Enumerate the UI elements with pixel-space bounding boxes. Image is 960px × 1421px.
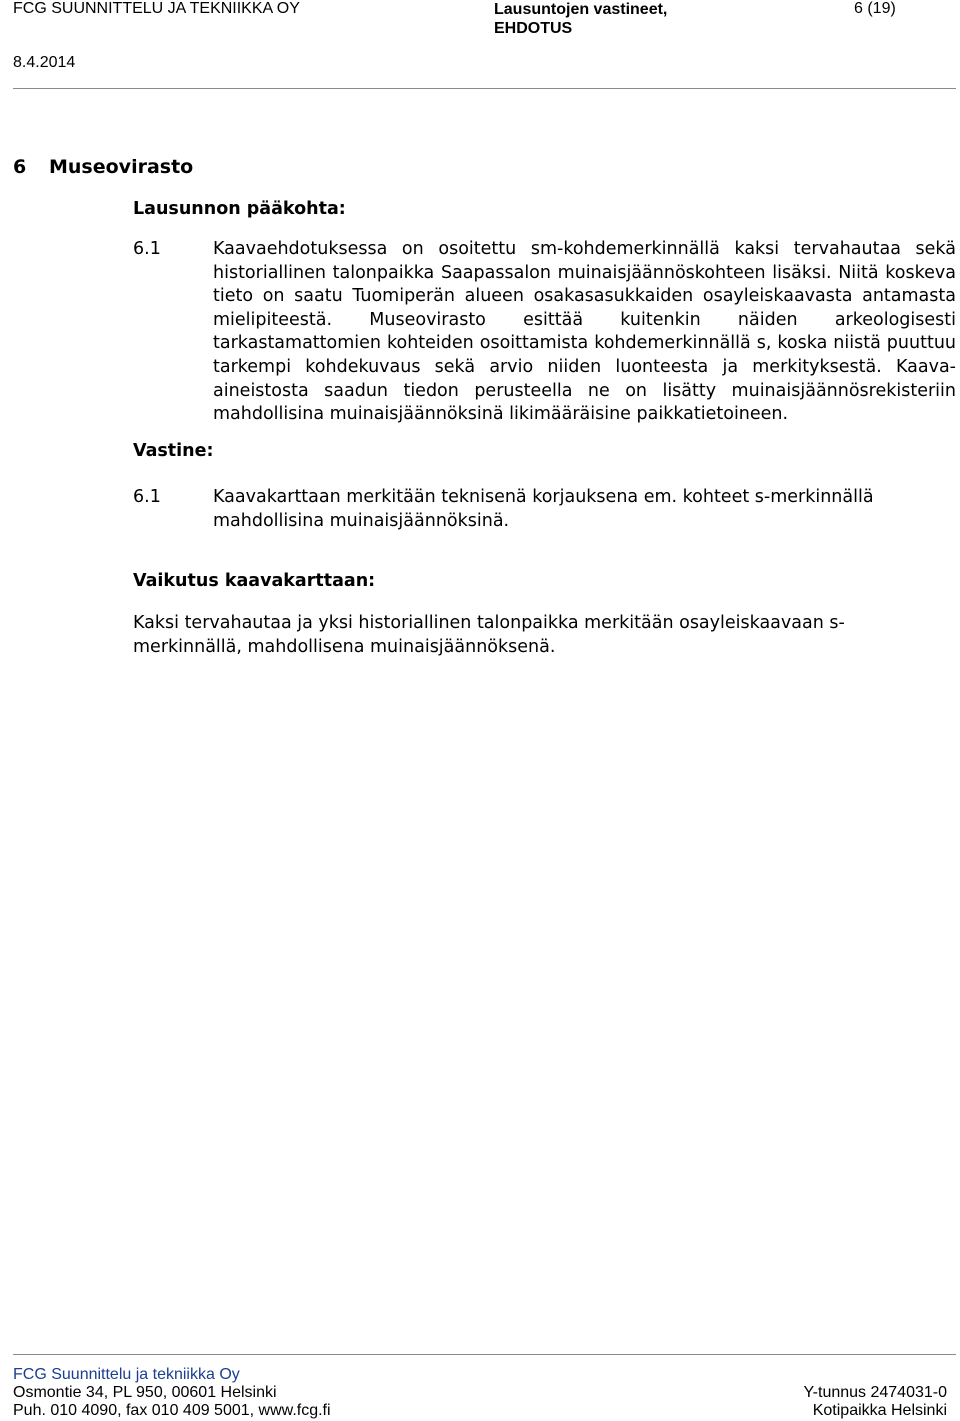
footer-domicile: Kotipaikka Helsinki [812, 1402, 947, 1419]
footer-business-id: Y-tunnus 2474031-0 [803, 1384, 947, 1401]
response-item [133, 486, 956, 533]
statement-item-number: 6.1 [133, 239, 161, 259]
response-label: Vastine: [133, 441, 214, 461]
header-page-number: 6 (19) [854, 0, 896, 17]
statement-item-text: Kaavaehdotuksessa on osoitettu sm-kohdemerkinnällä kaksi tervahautaa sekä historiallinen talonpaikka Saapassalon muinaisjäännöskohteen lisäksi. Niitä koskeva tieto on saatu Tuomiperän alueen osakasasukkaiden osayleiskaavasta antamasta mielipiteestä. Museovirasto esittää kuitenkin näiden arkeologisesti tarkastamattomien kohteiden osoittamista kohdemerkinnällä s, koska niistä puuttuu tarkempi kohdekuvaus sekä arvio niiden luonteesta ja merkityksestä. Kaava-aineistosta saadun tiedon perusteella ne on lisätty muinaisjäännösrekisteriin mahdollisina muinaisjäännöksinä likimääräisine paikkatietoineen. [213, 239, 956, 425]
effect-label: Vaikutus kaavakarttaan: [133, 571, 376, 591]
footer-divider [13, 1354, 956, 1355]
footer-company: FCG Suunnittelu ja tekniikka Oy [13, 1366, 240, 1383]
statement-item [133, 238, 956, 427]
footer-phone: Puh. 010 4090, fax 010 409 5001, www.fcg.fi [13, 1402, 331, 1419]
header-document-title [494, 0, 667, 38]
section-heading [13, 156, 193, 178]
header-title-line2: EHDOTUS [494, 20, 573, 37]
statement-label: Lausunnon pääkohta: [133, 199, 346, 219]
header-date: 8.4.2014 [13, 54, 76, 71]
effect-text: Kaksi tervahautaa ja yksi historiallinen talonpaikka merkitään osayleiskaavaan s-merkinnällä, mahdollisena muinaisjäännöksenä. [133, 613, 845, 657]
response-item-number: 6.1 [133, 487, 161, 507]
response-item-text: Kaavakarttaan merkitään teknisenä korjauksena em. kohteet s-merkinnällä mahdollisina muinaisjäännöksinä. [213, 487, 874, 531]
section-number: 6 [13, 156, 27, 178]
footer-address: Osmontie 34, PL 950, 00601 Helsinki [13, 1384, 277, 1401]
page-header [0, 0, 960, 92]
header-title-line1: Lausuntojen vastineet, [494, 1, 668, 18]
section-title: Museovirasto [49, 156, 194, 178]
header-company: FCG SUUNNITTELU JA TEKNIIKKA OY [13, 0, 300, 17]
header-divider [13, 88, 956, 89]
